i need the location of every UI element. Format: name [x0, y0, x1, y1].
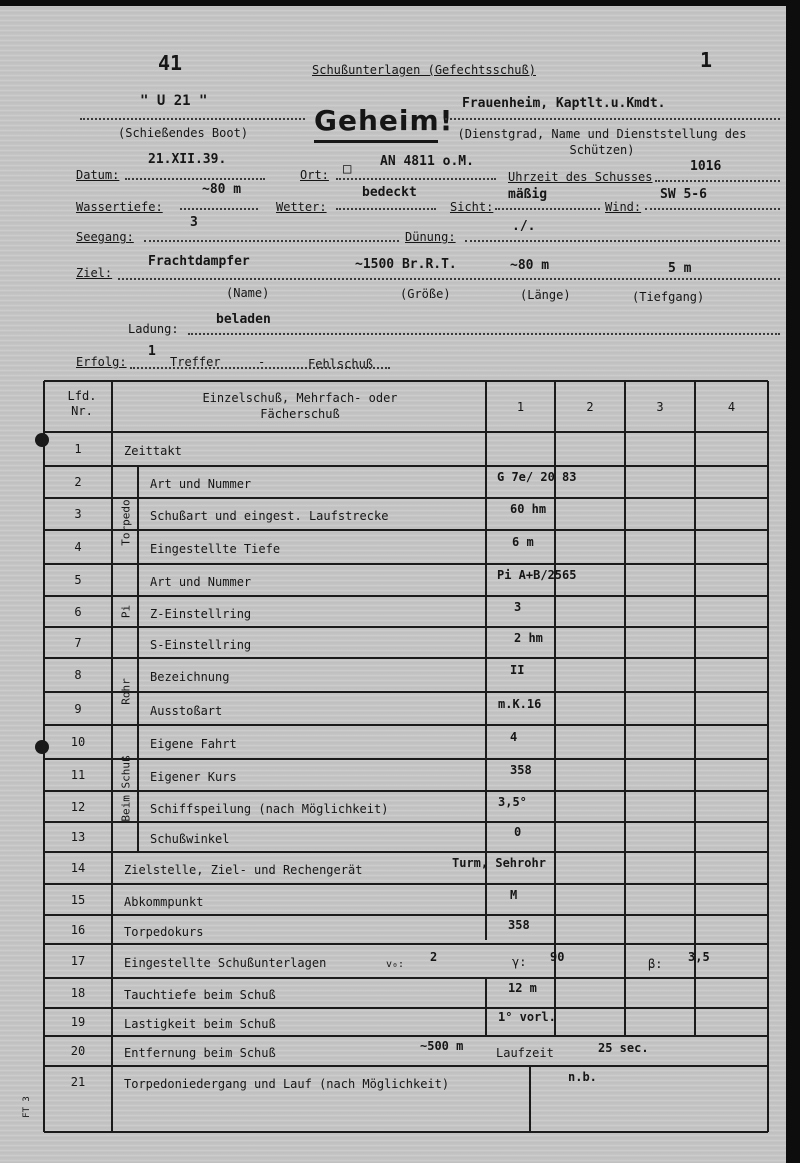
- row-label: Art und Nummer: [150, 477, 252, 491]
- document-number-right: 1: [700, 48, 713, 72]
- ladung-label: Ladung:: [128, 322, 179, 336]
- row-label: Bezeichnung: [150, 670, 230, 684]
- duenung-label: Dünung:: [405, 230, 456, 244]
- row-label: S-Einstellring: [150, 637, 252, 652]
- row-number: 17: [70, 954, 86, 968]
- row-number: 18: [70, 986, 86, 1000]
- row-label: Lastigkeit beim Schuß: [124, 1017, 276, 1031]
- row-number: 15: [70, 892, 86, 907]
- row17-v-value: 2: [430, 950, 438, 964]
- row-value-shot-1: G 7e/ 20 83: [497, 470, 577, 484]
- duenung-value: ./.: [512, 219, 536, 234]
- row-label: Eingestellte Schußunterlagen: [124, 956, 327, 970]
- document-number-left: 41: [158, 51, 183, 75]
- header-shot-4: 4: [727, 400, 736, 414]
- ort-label: Ort:: [300, 168, 329, 182]
- row-label: Eigener Kurs: [150, 770, 237, 784]
- ziel-label: Ziel:: [76, 266, 113, 280]
- row-value-shot-1: 2 hm: [514, 630, 543, 645]
- row-value-shot-1: 358: [510, 763, 532, 777]
- row-label: Schußart und eingest. Laufstrecke: [150, 509, 389, 523]
- row-number: 5: [74, 573, 82, 587]
- row-number: 6: [74, 604, 82, 619]
- header-shot-1: 1: [516, 400, 525, 414]
- wind-value: SW 5-6: [660, 187, 707, 202]
- erfolg-label: Erfolg:: [76, 355, 127, 369]
- row-value-shot-1: ~500 m: [420, 1039, 464, 1053]
- row-number: 16: [70, 922, 86, 937]
- row-label: Schußwinkel: [150, 832, 230, 846]
- row-number: 7: [74, 635, 82, 650]
- row17-beta-value: 3,5: [688, 950, 710, 964]
- row-number: 8: [74, 668, 82, 682]
- row-number: 11: [70, 768, 86, 782]
- row-label: Schiffspeilung (nach Möglichkeit): [150, 801, 389, 816]
- shooter-caption-text: (Dienstgrad, Name und Dienststellung des Schützen): [457, 127, 747, 157]
- datum-value: 21.XII.39.: [148, 152, 227, 167]
- row20-laufzeit-value: 25 sec.: [598, 1041, 649, 1055]
- fehlschuss-count: -: [258, 355, 266, 369]
- datum-label: Datum:: [76, 168, 120, 182]
- uhrzeit-value: 1016: [690, 159, 722, 174]
- row-label: Torpedoniedergang und Lauf (nach Möglichkeit): [124, 1077, 450, 1091]
- form-title: Schußunterlagen (Gefechtsschuß): [312, 63, 536, 77]
- caption-name: (Name): [226, 286, 270, 300]
- wetter-value: bedeckt: [362, 185, 417, 200]
- fehlschuss-label: Fehlschuß: [308, 357, 374, 371]
- seegang-label: Seegang:: [76, 230, 134, 244]
- row-number: 10: [70, 735, 86, 749]
- row-value-shot-1: 4: [510, 730, 518, 744]
- caption-tiefgang: (Tiefgang): [632, 290, 705, 304]
- ort-box-icon: □: [343, 161, 352, 177]
- row-label: Torpedokurs: [124, 924, 204, 939]
- ort-value: AN 4811 o.M.: [380, 154, 474, 169]
- row-number: 19: [70, 1015, 86, 1029]
- ziel-groesse: ~1500 Br.R.T.: [355, 257, 457, 272]
- row-value-shot-1: m.K.16: [498, 696, 542, 711]
- caption-groesse: (Größe): [400, 287, 451, 301]
- wassertiefe-label: Wassertiefe:: [76, 200, 163, 214]
- group-beim-schuss: Beim Schuß: [119, 755, 133, 822]
- row-value-shot-1: II: [510, 663, 525, 677]
- row-number: 3: [74, 507, 82, 521]
- row-value-shot-1: 358: [508, 917, 530, 932]
- caption-laenge: (Länge): [520, 288, 571, 302]
- row-label: Eingestellte Tiefe: [150, 542, 281, 556]
- row-value-shot-1: Turm, Sehrohr: [452, 856, 546, 870]
- row-label: Ausstoßart: [150, 703, 223, 718]
- row-label: Z-Einstellring: [150, 606, 252, 621]
- ziel-name: Frachtdampfer: [148, 254, 250, 269]
- treffer-label: Treffer: [170, 355, 221, 369]
- sicht-label: Sicht:: [450, 200, 494, 214]
- row-value-shot-1: n.b.: [568, 1070, 597, 1084]
- row-number: 14: [70, 861, 86, 875]
- header-nr: [60, 389, 104, 419]
- row-label: Eigene Fahrt: [150, 737, 237, 751]
- boat-name: " U 21 ": [140, 93, 208, 109]
- sicht-value: mäßig: [508, 187, 548, 202]
- row17-beta-label: β:: [648, 957, 663, 971]
- seegang-value: 3: [190, 215, 198, 230]
- row-value-shot-1: 60 hm: [510, 502, 547, 516]
- row17-v-label: v₀:: [386, 959, 405, 970]
- row-number: 20: [70, 1044, 86, 1058]
- row-number: 1: [74, 442, 82, 456]
- header-shot-2: 2: [586, 400, 594, 414]
- header-shot-3: 3: [656, 400, 664, 414]
- row-number: 9: [74, 701, 82, 716]
- row-label: Tauchtiefe beim Schuß: [124, 988, 276, 1002]
- row-number: 12: [70, 799, 86, 814]
- row-value-shot-1: 0: [514, 825, 522, 839]
- row-number: 4: [74, 540, 82, 554]
- secret-stamp: Geheim!: [314, 104, 454, 137]
- row-number: 2: [74, 475, 82, 489]
- header-desc: [160, 390, 440, 422]
- group-pi: Pi: [119, 604, 133, 619]
- row-value-shot-1: M: [510, 887, 518, 902]
- row-value-shot-1: 1° vorl.: [498, 1010, 556, 1024]
- row-value-shot-1: 3,5°: [498, 794, 527, 809]
- header-desc-text: Einzelschuß, Mehrfach- oder Fächerschuß: [202, 391, 398, 421]
- row-label: Zielstelle, Ziel- und Rechengerät: [124, 863, 363, 877]
- row17-gamma-value: 90: [550, 950, 565, 964]
- treffer-count: 1: [148, 344, 156, 359]
- row-label: Entfernung beim Schuß: [124, 1046, 276, 1060]
- row-value-shot-1: 12 m: [508, 981, 537, 995]
- margin-note: FT 3: [21, 1096, 32, 1118]
- ladung-value: beladen: [216, 312, 271, 327]
- row-number: 13: [70, 830, 86, 844]
- ziel-tiefgang: 5 m: [668, 261, 692, 276]
- row-value-shot-1: 6 m: [512, 535, 534, 549]
- shooter-name: Frauenheim, Kaptlt.u.Kmdt.: [462, 96, 666, 111]
- uhrzeit-label: Uhrzeit des Schusses: [508, 170, 653, 184]
- row-value-shot-1: 3: [514, 599, 522, 614]
- row-label: Art und Nummer: [150, 575, 252, 589]
- ziel-laenge: ~80 m: [510, 258, 550, 273]
- wetter-label: Wetter:: [276, 200, 327, 214]
- wassertiefe-value: ~80 m: [202, 182, 242, 197]
- group-torpedo: Torpedo: [119, 499, 133, 546]
- row-label: Abkommpunkt: [124, 894, 204, 909]
- row20-laufzeit-label: Laufzeit: [496, 1046, 554, 1060]
- row17-gamma-label: γ:: [512, 955, 527, 969]
- boat-caption: (Schießendes Boot): [118, 126, 249, 140]
- header-nr-text: Lfd. Nr.: [67, 389, 97, 418]
- row-number: 21: [70, 1075, 86, 1089]
- wind-label: Wind:: [605, 200, 642, 214]
- row-value-shot-1: Pi A+B/2565: [497, 568, 577, 582]
- row-label: Zeittakt: [124, 444, 182, 458]
- group-rohr: Rohr: [119, 678, 133, 705]
